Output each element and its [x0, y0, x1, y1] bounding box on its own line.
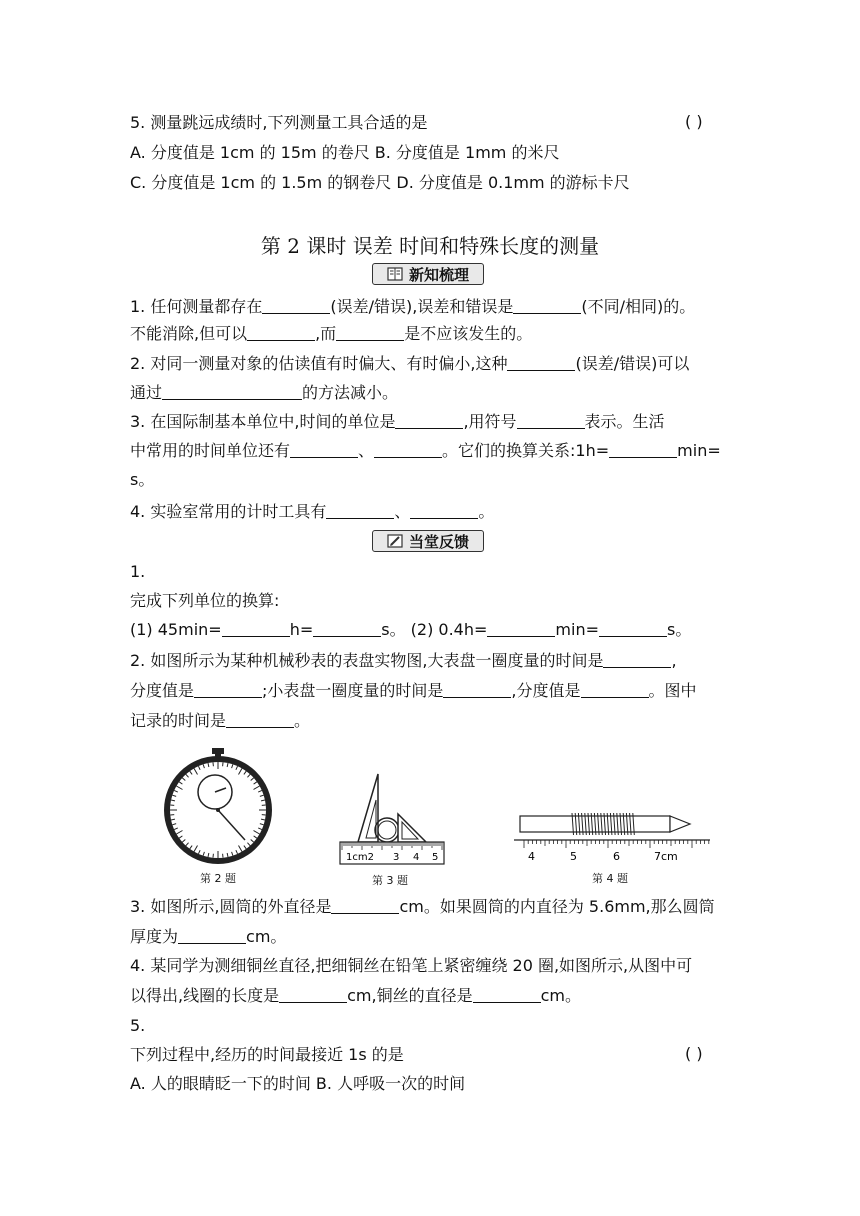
answer-blank[interactable]	[279, 987, 347, 1003]
answer-blank[interactable]	[603, 652, 671, 668]
s1-q2-line2: 通过 的方法减小。	[130, 383, 399, 402]
s2-q5-options-ab: A. 人的眼睛眨一下的时间 B. 人呼吸一次的时间	[130, 1074, 466, 1093]
s2-q2-line2: 分度值是 ;小表盘一圈度量的时间是 ,分度值是 。图中	[130, 681, 697, 700]
answer-blank[interactable]	[336, 325, 404, 341]
answer-blank[interactable]	[581, 682, 649, 698]
answer-blank[interactable]	[473, 987, 541, 1003]
s2-q3-line1: 3. 如图所示,圆筒的外直径是 cm。如果圆筒的内直径为 5.6mm,那么圆筒	[130, 897, 715, 916]
badge-label: 当堂反馈	[408, 532, 469, 551]
q5-top-options-cd: C. 分度值是 1cm 的 1.5m 的钢卷尺 D. 分度值是 0.1mm 的游标卡尺	[130, 173, 630, 192]
answer-blank[interactable]	[443, 682, 511, 698]
cylinder-ruler-figure	[338, 770, 448, 868]
answer-blank[interactable]	[410, 503, 478, 519]
answer-blank[interactable]	[194, 682, 262, 698]
answer-blank[interactable]	[326, 503, 394, 519]
answer-blank[interactable]	[290, 442, 358, 458]
s2-q1-number: 1.	[130, 562, 146, 581]
s1-q1-line2: 不能消除,但可以 ,而 是不应该发生的。	[130, 324, 533, 343]
s2-q5-number: 5.	[130, 1016, 146, 1035]
answer-blank[interactable]	[226, 712, 294, 728]
ruler-label: 7cm	[654, 850, 678, 863]
stopwatch-figure	[160, 748, 276, 866]
s1-q3-line2: 中常用的时间单位还有 、 。它们的换算关系:1h= min=	[130, 441, 721, 460]
answer-blank[interactable]	[517, 413, 585, 429]
answer-blank[interactable]	[609, 442, 677, 458]
ruler-label: 4	[528, 850, 535, 863]
answer-blank[interactable]	[313, 621, 381, 637]
s1-q3-line3: s。	[130, 470, 155, 489]
s2-q5-answer-paren[interactable]: ( )	[685, 1044, 703, 1063]
ruler-label: 6	[613, 850, 620, 863]
pencil-icon	[387, 534, 403, 548]
s2-q2-line3: 记录的时间是 。	[130, 711, 311, 730]
answer-blank[interactable]	[599, 621, 667, 637]
fig3-caption: 第 3 题	[372, 874, 408, 887]
s2-q1-conversions: (1) 45min= h= s。 (2) 0.4h= min= s。	[130, 620, 692, 639]
answer-blank[interactable]	[222, 621, 290, 637]
fig2-caption: 第 2 题	[200, 872, 236, 885]
ruler-label: 5	[432, 852, 439, 863]
section-badge-new-knowledge	[372, 263, 484, 285]
s2-q1-stem: 完成下列单位的换算:	[130, 591, 280, 610]
answer-blank[interactable]	[331, 898, 399, 914]
ruler-label: 4	[413, 852, 420, 863]
answer-blank[interactable]	[262, 298, 330, 314]
s1-q1-line1: 1. 任何测量都存在 (误差/错误),误差和错误是 (不同/相同)的。	[130, 297, 696, 316]
q5-top-stem: 5. 测量跳远成绩时,下列测量工具合适的是	[130, 113, 428, 132]
coil-ruler-figure	[514, 808, 710, 866]
s2-q4-line2: 以得出,线圈的长度是 cm,铜丝的直径是 cm。	[130, 986, 581, 1005]
book-icon	[387, 267, 403, 281]
answer-blank[interactable]	[374, 442, 442, 458]
answer-blank[interactable]	[247, 325, 315, 341]
q5-top-options-ab: A. 分度值是 1cm 的 15m 的卷尺 B. 分度值是 1mm 的米尺	[130, 143, 560, 162]
lesson-title: 第 2 课时 误差 时间和特殊长度的测量	[260, 234, 600, 258]
section-badge-feedback	[372, 530, 484, 552]
ruler-label: 5	[570, 850, 577, 863]
s1-q3-line1: 3. 在国际制基本单位中,时间的单位是 ,用符号 表示。生活	[130, 412, 665, 431]
answer-blank[interactable]	[507, 355, 575, 371]
answer-blank[interactable]	[178, 928, 246, 944]
s1-q4: 4. 实验室常用的计时工具有 、 。	[130, 502, 495, 521]
s2-q5-stem: 下列过程中,经历的时间最接近 1s 的是	[130, 1045, 404, 1064]
s1-q2-line1: 2. 对同一测量对象的估读值有时偏大、有时偏小,这种 (误差/错误)可以	[130, 354, 690, 373]
answer-blank[interactable]	[513, 298, 581, 314]
s2-q3-line2: 厚度为 cm。	[130, 927, 287, 946]
answer-blank[interactable]	[487, 621, 555, 637]
s2-q4-line1: 4. 某同学为测细铜丝直径,把细铜丝在铅笔上紧密缠绕 20 圈,如图所示,从图中可	[130, 956, 693, 975]
q5-top-answer-paren[interactable]: ( )	[685, 112, 703, 131]
badge-label: 新知梳理	[408, 265, 469, 284]
s2-q2-line1: 2. 如图所示为某种机械秒表的表盘实物图,大表盘一圈度量的时间是 ,	[130, 651, 677, 670]
answer-blank[interactable]	[395, 413, 463, 429]
ruler-label: 1cm2	[346, 852, 374, 863]
fig4-caption: 第 4 题	[592, 872, 628, 885]
ruler-label: 3	[393, 852, 400, 863]
answer-blank[interactable]	[162, 384, 302, 400]
